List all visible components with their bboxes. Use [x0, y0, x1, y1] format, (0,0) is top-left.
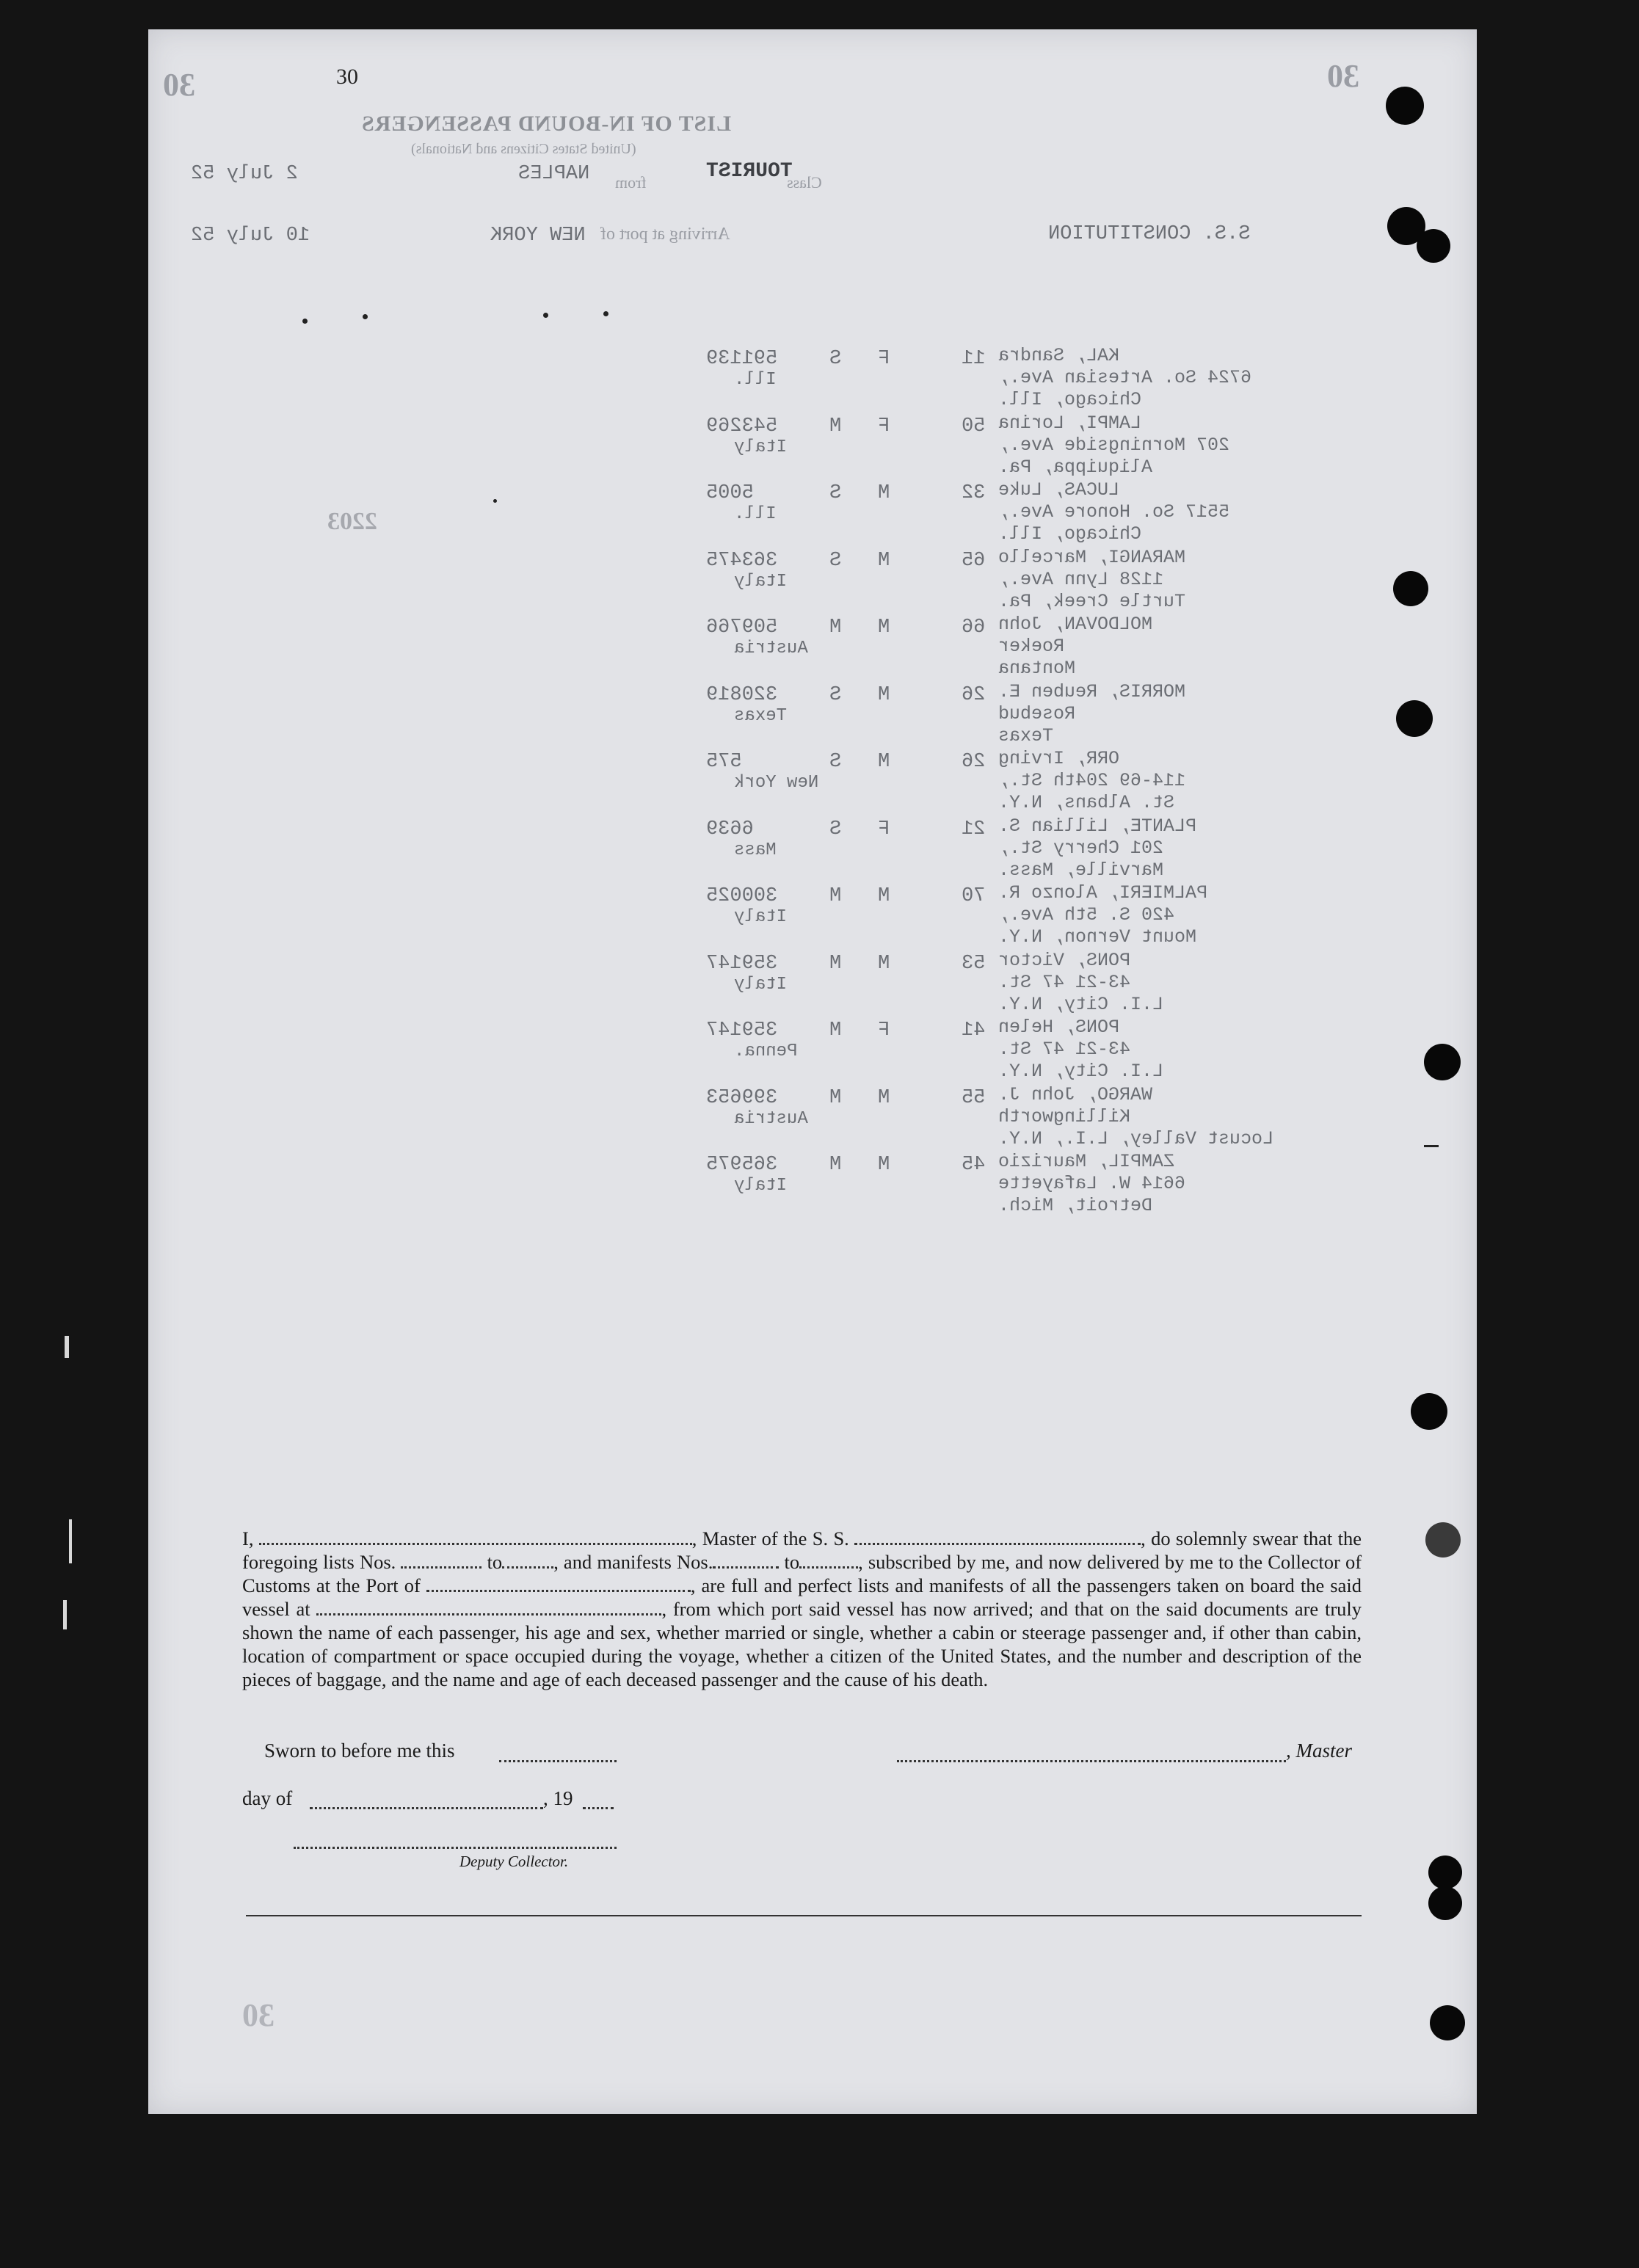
passenger-document-number: 399653 — [706, 1087, 778, 1109]
passenger-marital-status: M — [829, 1019, 842, 1042]
passenger-sex: F — [878, 348, 890, 370]
passenger-address-line-2: Chicago, Ill. — [998, 389, 1142, 410]
passenger-place: Texas — [734, 706, 788, 726]
passenger-marital-status: S — [829, 751, 842, 773]
passenger-age: 26 — [962, 684, 986, 706]
passenger-place: Italy — [734, 572, 788, 592]
passenger-name: PALMIERI, Alonzo R. — [998, 882, 1208, 904]
edge-speck — [65, 1336, 69, 1358]
passenger-age: 55 — [962, 1087, 986, 1109]
passenger-address-line-1: 43-21 47 St. — [998, 1039, 1131, 1060]
passenger-sex: F — [878, 415, 890, 437]
passenger-document-number: 359147 — [706, 953, 778, 975]
ink-speck — [363, 314, 368, 319]
passenger-place: Austria — [734, 1109, 808, 1129]
arrival-date: 10 July 52 — [191, 225, 310, 247]
from-label: from — [615, 173, 647, 192]
passenger-place: Mass — [734, 840, 777, 860]
passenger-address-line-2: Mount Vernon, N.Y. — [998, 926, 1197, 948]
passenger-age: 41 — [962, 1019, 986, 1042]
passenger-marital-status: S — [829, 482, 842, 504]
passenger-document-number: 591139 — [706, 348, 778, 370]
passenger-sex: M — [878, 1154, 890, 1176]
punch-hole — [1430, 2005, 1465, 2040]
arrival-port: NEW YORK — [490, 225, 586, 247]
passenger-address-line-1: 6614 W. Lafayette — [998, 1173, 1186, 1194]
passenger-age: 32 — [962, 482, 986, 504]
passenger-address-line-1: Killingworth — [998, 1106, 1131, 1127]
edge-speck — [69, 1519, 72, 1563]
class-value: TOURIST — [706, 160, 793, 183]
passenger-sex: M — [878, 953, 890, 975]
passenger-age: 45 — [962, 1154, 986, 1176]
passenger-address-line-2: Marville, Mass. — [998, 859, 1164, 881]
passenger-address-line-2: Aliquippa, Pa. — [998, 457, 1153, 478]
passenger-address-line-1: 207 Morningside Ave., — [998, 435, 1230, 456]
passenger-age: 53 — [962, 953, 986, 975]
punch-hole — [1424, 1044, 1461, 1080]
passenger-sex: M — [878, 751, 890, 773]
passenger-document-number: 363475 — [706, 550, 778, 572]
passenger-address-line-1: Roeker — [998, 636, 1065, 657]
passenger-name: ZAMPIL, Maurizio — [998, 1151, 1175, 1172]
ink-speck — [302, 319, 308, 324]
passenger-marital-status: S — [829, 550, 842, 572]
sail-date: 2 July 52 — [191, 163, 298, 185]
passenger-place: Ill. — [734, 504, 777, 524]
vessel-name: S.S. CONSTITUTION — [1048, 223, 1251, 245]
day-of-label: day of — [242, 1787, 293, 1809]
class-label: Class — [787, 173, 822, 192]
punch-hole — [1386, 87, 1424, 125]
passenger-name: LUCAS, Luke — [998, 479, 1120, 501]
passenger-document-number: 575 — [706, 751, 742, 773]
passenger-place: Italy — [734, 975, 788, 995]
passenger-marital-status: S — [829, 818, 842, 840]
deputy-signature-line — [294, 1847, 617, 1849]
ink-speck — [543, 313, 548, 318]
passenger-age: 11 — [962, 348, 986, 370]
passenger-marital-status: M — [829, 885, 842, 907]
day-of-line — [310, 1807, 543, 1809]
passenger-address-line-2: Turtle Creek, Pa. — [998, 591, 1186, 612]
stamp-number: 2203 — [327, 508, 377, 535]
manifest-sheet — [148, 29, 1477, 2114]
passenger-document-number: 365975 — [706, 1154, 778, 1176]
passenger-age: 50 — [962, 415, 986, 437]
passenger-place: Austria — [734, 639, 808, 658]
passenger-sex: M — [878, 684, 890, 706]
passenger-address-line-2: St. Albans, N.Y. — [998, 792, 1175, 813]
passenger-address-line-2: Chicago, Ill. — [998, 523, 1142, 545]
master-label: , Master — [1286, 1740, 1352, 1762]
passenger-age: 26 — [962, 751, 986, 773]
passenger-place: Italy — [734, 1176, 788, 1196]
passenger-name: MARANGI, Marcello — [998, 547, 1186, 568]
passenger-document-number: 543269 — [706, 415, 778, 437]
page-number-ghost: 30 — [163, 67, 195, 103]
year-label: , 19 — [543, 1787, 573, 1809]
passenger-name: PLANTE, Lillian S. — [998, 815, 1197, 837]
passenger-name: MOLDOVAN, John — [998, 614, 1153, 635]
passenger-address-line-1: 114-69 204th St., — [998, 770, 1186, 791]
passenger-name: ORR, Irving — [998, 748, 1120, 769]
passenger-name: PONS, Victor — [998, 950, 1131, 971]
passenger-document-number: 300025 — [706, 885, 778, 907]
passenger-address-line-1: 420 S. 5th Ave., — [998, 904, 1175, 926]
passenger-address-line-2: L.I. City, N.Y. — [998, 1061, 1164, 1082]
passenger-sex: F — [878, 818, 890, 840]
passenger-document-number: 359147 — [706, 1019, 778, 1042]
punch-hole — [1417, 229, 1450, 263]
passenger-address-line-1: 5517 So. Honore Ave., — [998, 501, 1230, 523]
passenger-age: 70 — [962, 885, 986, 907]
passenger-address-line-1: 201 Cherry St., — [998, 837, 1164, 859]
deputy-label: Deputy Collector. — [459, 1853, 569, 1870]
ink-speck — [1424, 1145, 1439, 1147]
from-port: NAPLES — [518, 163, 590, 185]
passenger-place: Italy — [734, 437, 788, 457]
passenger-sex: F — [878, 1019, 890, 1042]
passenger-address-line-1: 43-21 47 St. — [998, 972, 1131, 993]
passenger-place: Italy — [734, 907, 788, 927]
bottom-rule — [246, 1915, 1362, 1916]
passenger-place: Penna. — [734, 1042, 798, 1061]
list-number: 30 — [336, 65, 358, 89]
passenger-age: 66 — [962, 617, 986, 639]
passenger-place: New York — [734, 773, 819, 793]
manifest-subtitle: (United States Citizens and Nationals) — [411, 141, 636, 157]
oath-paragraph: I, , Master of the S. S. , do solemnly swear that the foregoing lists Nos. to , and manifests Nos. to , subscribed by me, and now delivered by me to the Collector of Customs at the Port of , are full and perfect lists and manifests of all the passengers taken on board the said vessel at , from which port said vessel has now arrived; and that on the said documents are truly shown the name of each passenger, his age and sex, whether married or single, whether a cabin or steerage passenger and, if other than cabin, location of compartment or space occupied during the voyage, whether a citizen of the United States, and the number and description of the pieces of baggage, and the name and age of each deceased passenger and the cause of his death. — [242, 1527, 1362, 1690]
passenger-document-number: 6639 — [706, 818, 754, 840]
passenger-age: 65 — [962, 550, 986, 572]
passenger-sex: M — [878, 617, 890, 639]
passenger-sex: M — [878, 885, 890, 907]
sworn-label: Sworn to before me this — [264, 1740, 455, 1762]
arriving-label: Arriving at port of — [600, 225, 730, 244]
passenger-address-line-1: Rosebud — [998, 703, 1076, 724]
passenger-name: MORRIS, Reuben E. — [998, 681, 1186, 702]
passenger-document-number: 320819 — [706, 684, 778, 706]
passenger-marital-status: M — [829, 617, 842, 639]
ink-speck — [493, 499, 497, 503]
punch-hole — [1428, 1856, 1462, 1889]
passenger-place: Ill. — [734, 370, 777, 390]
passenger-sex: M — [878, 1087, 890, 1109]
passenger-marital-status: M — [829, 415, 842, 437]
sworn-date-line — [499, 1760, 617, 1762]
passenger-address-line-1: 1128 Lynn Ave., — [998, 569, 1164, 590]
passenger-sex: M — [878, 482, 890, 504]
passenger-age: 21 — [962, 818, 986, 840]
passenger-address-line-2: Montana — [998, 658, 1076, 679]
punch-hole — [1396, 700, 1433, 737]
passenger-document-number: 509766 — [706, 617, 778, 639]
passenger-address-line-2: L.I. City, N.Y. — [998, 994, 1164, 1015]
passenger-address-line-1: 6724 So. Artesian Ave., — [998, 367, 1252, 388]
passenger-document-number: 5005 — [706, 482, 754, 504]
page-number-ghost-right: 30 — [1327, 58, 1359, 94]
passenger-name: WARGO, John J. — [998, 1084, 1153, 1105]
passenger-marital-status: S — [829, 684, 842, 706]
passenger-marital-status: M — [829, 953, 842, 975]
passenger-marital-status: M — [829, 1087, 842, 1109]
passenger-address-line-2: Locust Valley, L.I., N.Y. — [998, 1128, 1274, 1149]
punch-hole — [1411, 1393, 1447, 1430]
edge-speck — [63, 1600, 67, 1629]
manifest-title: LIST OF IN-BOUND PASSENGERS — [361, 112, 732, 136]
punch-hole — [1393, 571, 1428, 606]
footer-page-ghost: 30 — [242, 1997, 275, 2033]
punch-hole — [1428, 1886, 1462, 1920]
passenger-name: PONS, Helen — [998, 1017, 1120, 1038]
ink-speck — [603, 311, 608, 316]
passenger-address-line-2: Texas — [998, 725, 1054, 746]
passenger-address-line-2: Detroit, Mich. — [998, 1195, 1153, 1216]
passenger-sex: M — [878, 550, 890, 572]
passenger-name: LAMPI, Lorina — [998, 412, 1142, 434]
punch-hole — [1425, 1522, 1461, 1558]
year-line — [583, 1807, 614, 1809]
passenger-name: KAL, Sandra — [998, 345, 1120, 366]
master-signature-line — [897, 1760, 1286, 1762]
passenger-marital-status: S — [829, 348, 842, 370]
passenger-marital-status: M — [829, 1154, 842, 1176]
